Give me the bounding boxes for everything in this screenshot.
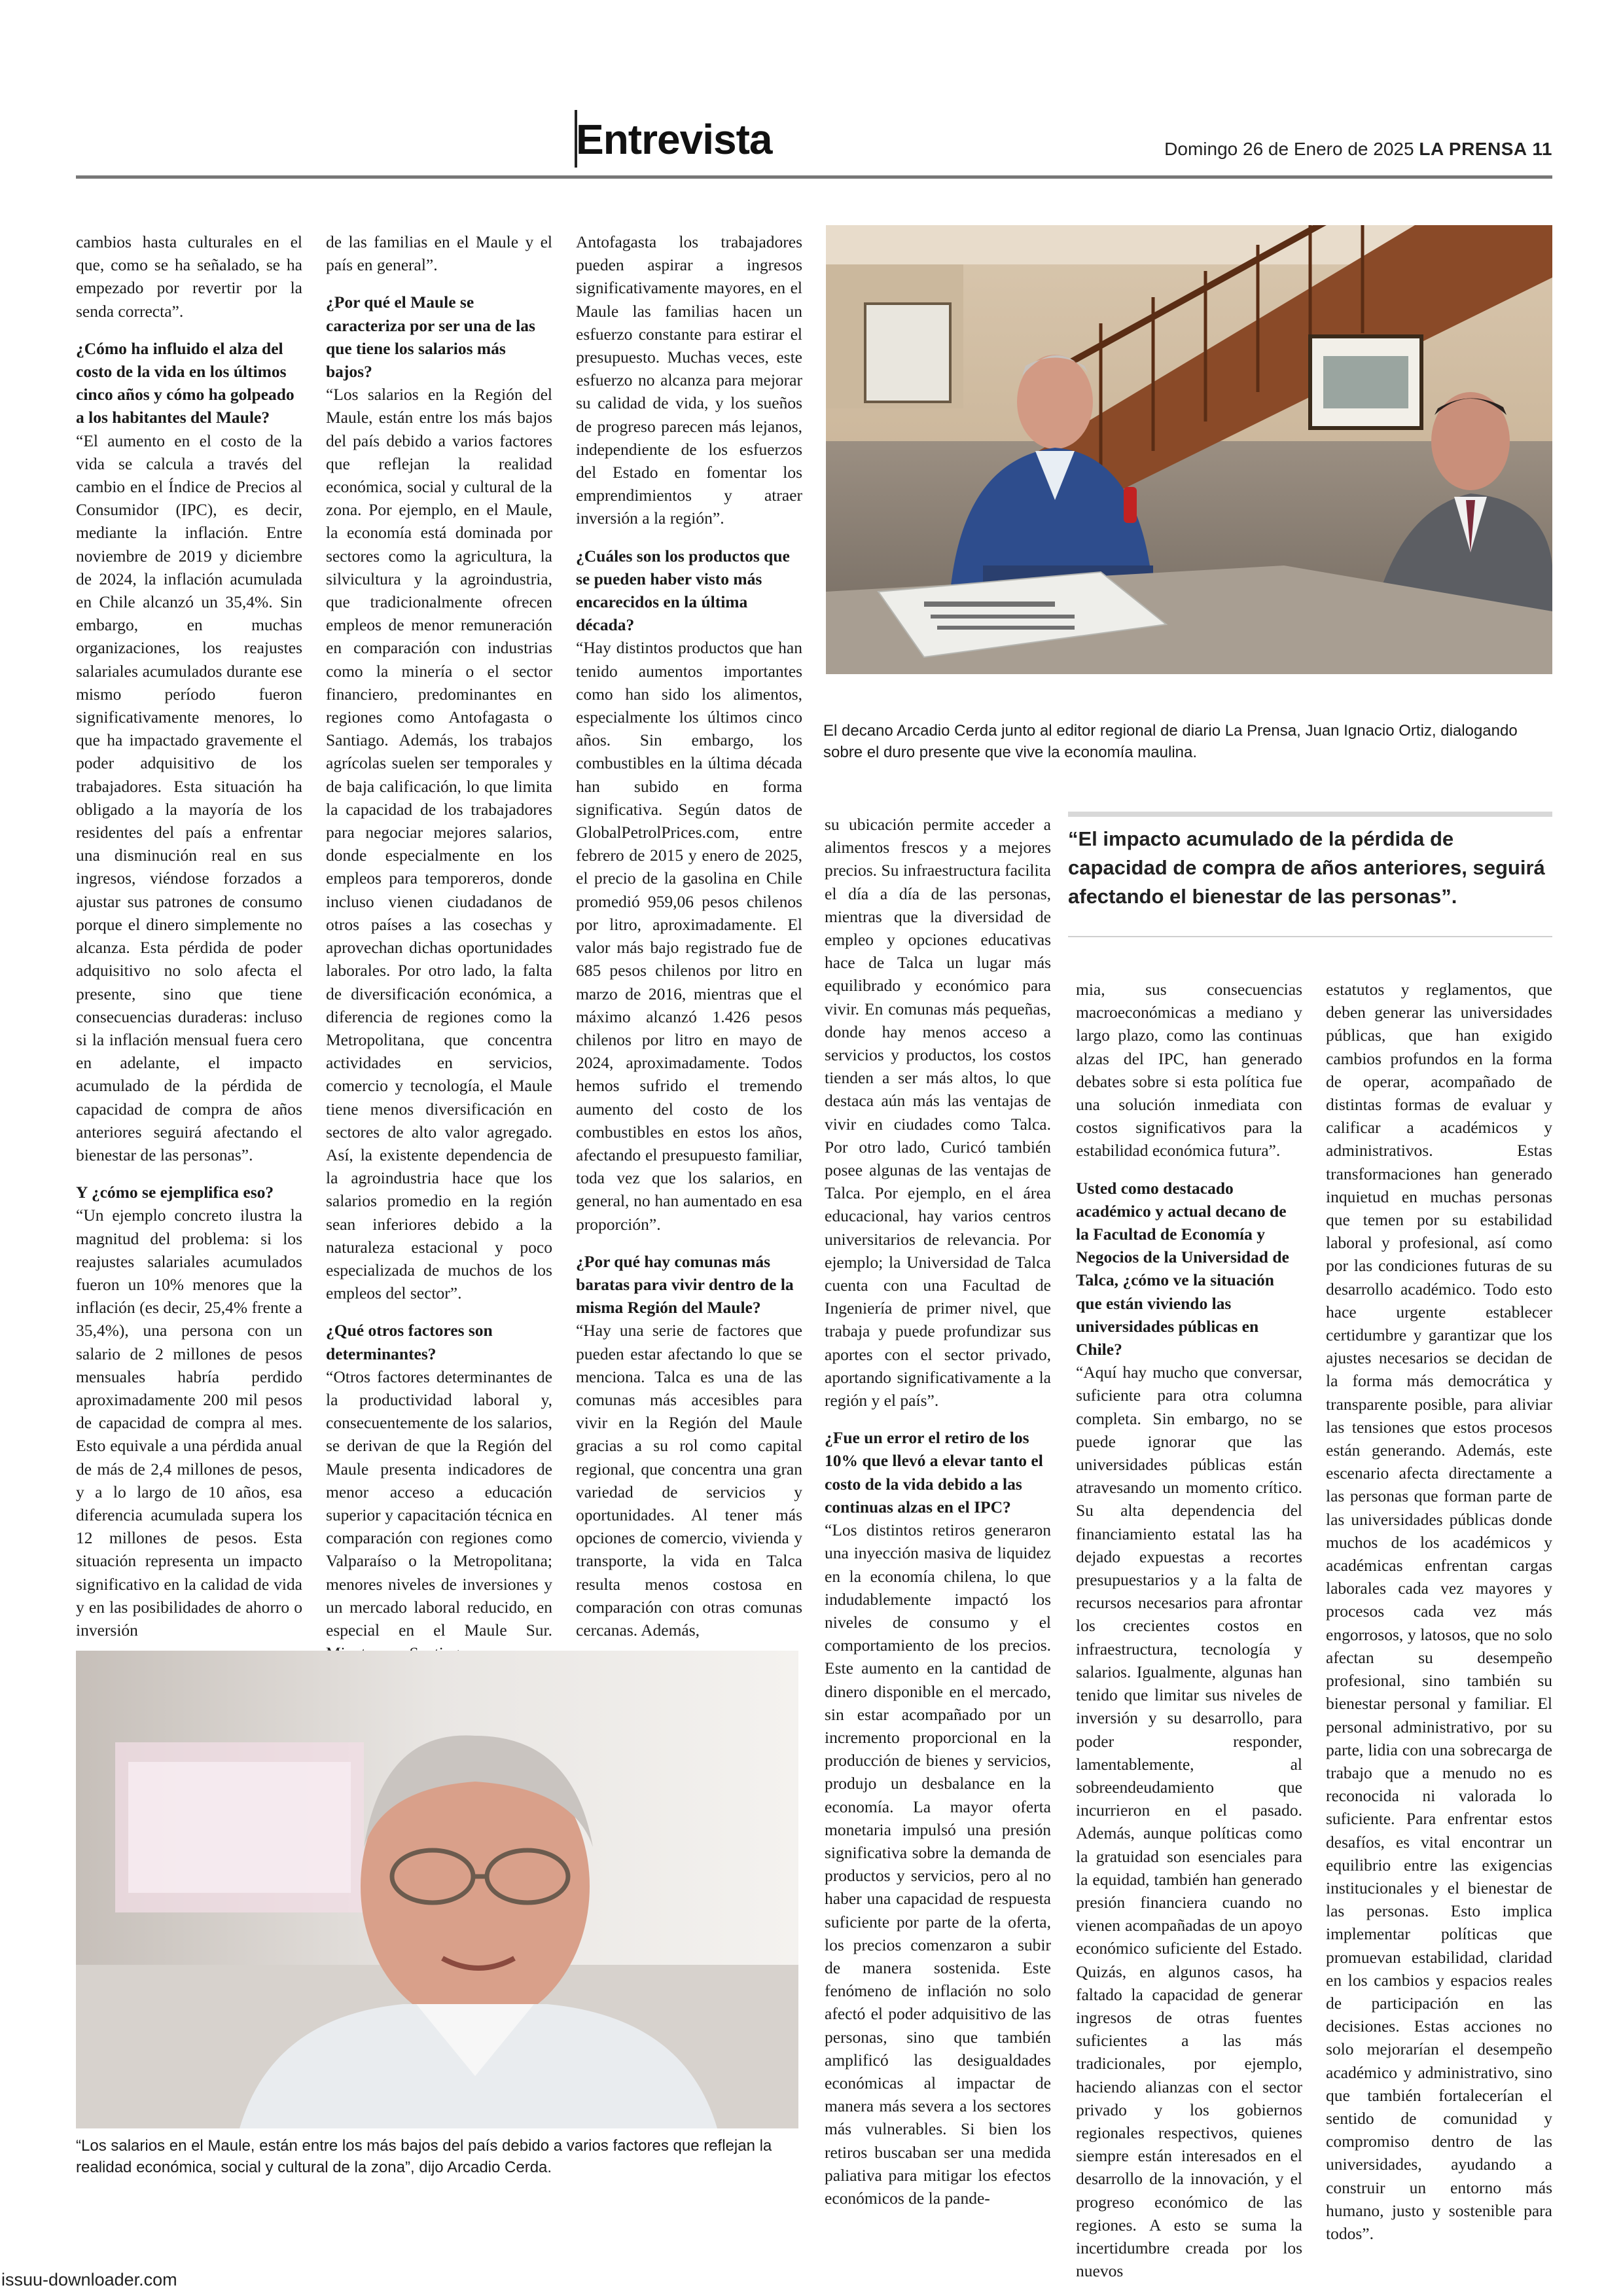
answer-paragraph: “Otros factores determinantes de la productividad laboral y, consecuentemente de los salarios, se derivan de que la Región del Maule presenta indicadores de menor acceso a educación superior y capacitación técnica en comparación con regiones como Valparaíso o la Metropolitana; menores niveles de inversiones y un mercado laboral reducido, en especial en el Maule Sur. xyxy=(326,1367,552,1640)
question-heading: ¿Qué otros factores son determinantes? xyxy=(326,1321,493,1363)
interview-photo xyxy=(826,225,1552,674)
question-heading: Y ¿cómo se ejemplifica eso? xyxy=(76,1183,274,1202)
newspaper-name: LA PRENSA xyxy=(1419,139,1527,159)
answer-paragraph: “Aquí hay mucho que conversar, suficiente para otra columna completa. Sin embargo, no se puede ignorar que las universidades públicas están atravesando un momento crítico. Su alta dependencia del financiamiento estatal las ha dejado expuestas a recortes presupuestarios y a la falta de recursos necesarios para afrontar los crecientes costos en infraestructura, tecnología y salarios. Igualmente, algunas han tenido que limitar sus niveles de inversión y su desarrollo, para poder responder, lamentablemente, al sobreendeudamiento que incurrieron en el pasado. Además, aunque políticas como la gratuidad son esenciales para la equidad, también han generado presión financiera cuando no vienen acompañadas de un apoyo económico suficiente del Estado. Quizás, en algunos casos, ha faltado la capacidad de generar ingresos de otras fuentes suficientes a las más tradicionales, por ejemplo, haciendo alianzas con el sector privado y los gobiernos regionales respectivos, quienes siempre están interesados en el desarrollo de la innovación, y el progreso económico de las regiones. A esto se suma la incertidumbre creada por los nuevos xyxy=(1076,1363,1302,2281)
portrait-photo xyxy=(76,1651,798,2128)
watermark: issuu-downloader.com xyxy=(1,2270,177,2289)
issue-date: Domingo 26 de Enero de 2025 xyxy=(1164,139,1414,159)
portrait-photo-caption: “Los salarios en el Maule, están entre los más bajos del país debido a varios factores que reflejan la realidad económica, social y cultural de la zona”, dijo Arcadio Cerda. xyxy=(76,2137,772,2176)
question-heading: Usted como destacado académico y actual decano de la Facultad de Economía y Negocios de la Universidad de Talca, ¿cómo ve la situación que están viviendo las universidades públicas en Chile? xyxy=(1076,1178,1289,1359)
answer-paragraph: “Un ejemplo concreto ilustra la magnitud del problema: si los reajustes salariales acumulados fueron un 10% menores que la inflación (es decir, 25,4% frente a 35,4%), una persona con un salario de 2 millones de pesos mensuales habría perdido aproximadamente 200 mil pesos de capacidad de compra al mes. Esto equivale a una pérdida anual de más de 2,4 millones de pesos, y a lo largo de 10 años, esa diferencia acumulada supera los 12 millones de pesos. Esta situación representa un impacto significativo en la calidad de vida y en las posibilidades de ahorro o inversión xyxy=(76,1206,302,1640)
section-title: Entrevista xyxy=(576,116,772,163)
question-heading: ¿Fue un error el retiro de los 10% que llevó a elevar tanto el costo de la vida debido a las continuas alzas en el IPC? xyxy=(825,1428,1043,1516)
header-rule xyxy=(76,175,1552,179)
answer-paragraph: mia, sus consecuencias macroeconómicas a mediano y largo plazo, como las continuas alzas del IPC, han generado debates sobre si esta política fue una solución inmediata con costos significativos para la estabilidad económica futura”. xyxy=(1076,980,1302,1160)
answer-paragraph: cambios hasta culturales en el que, como se ha señalado, se ha empezado por revertir por la senda correcta”. xyxy=(76,232,302,321)
article-column-1 xyxy=(76,230,302,1641)
answer-paragraph: Antofagasta los trabajadores pueden aspirar a ingresos significativamente mayores, en el Maule las familias hacen un esfuerzo constante para estirar el presupuesto. Muchas veces, este esfuerzo no alcanza para mejorar su calidad de vida, y los sueños de progreso parecen más lejanos, independiente de los esfuerzos del Estado en fomentar los emprendimientos y atraer inversión a la región”. xyxy=(576,232,802,528)
answer-paragraph: “Los distintos retiros generaron una inyección masiva de liquidez en la economía chilena, lo que indudablemente impactó los niveles de consumo y el comportamiento de los precios. Este aumento en la cantidad de dinero disponible en el mercado, sin estar acompañado por un incremento proporcional en la producción de bienes y servicios, produjo un desbalance en la economía. La mayor oferta monetaria impulsó una presión significativa sobre la demanda de productos y servicios, pero al no haber una capacidad de respuesta suficiente por parte de la oferta, los precios comenzaron a subir de manera sostenida. Este fenómeno de inflación no solo afectó el poder adquisitivo de las personas, sino que también amplificó las desigualdades económicas al impactar de manera más severa a los sectores más vulnerables. Si bien los retiros buscaban ser una medida paliativa para mitigar los efectos económicos de la pande- xyxy=(825,1520,1051,2208)
answer-paragraph: su ubicación permite acceder a alimentos frescos y a mejores precios. Su infraestructura facilita el día a día de las personas, mientras que la diversidad de empleo y opciones educativas hace de Talca un lugar más equilibrado y económico para vivir. En comunas más pequeñas, donde hay menos acceso a servicios y productos, los costos tienden a ser más altos, lo que destaca aún más las ventajas de vivir en ciudades como Talca. Por otro lado, Curicó también posee algunas de las ventajas de Talca. Por ejemplo, en el área educacional, hay varios centros universitarios de relevancia. Por ejemplo; la Universidad de Talca cuenta con una Facultad de Ingeniería de primer nivel, que trabaja y puede profundizar sus aportes con el sector privado, aportando significativamente a la región y el país”. xyxy=(825,815,1051,1410)
article-column-4 xyxy=(825,813,1051,2210)
answer-paragraph: de las familias en el Maule y el país en general”. xyxy=(326,232,552,275)
answer-paragraph: “Los salarios en la Región del Maule, están entre los más bajos del país debido a varios factores que reflejan la realidad económica, social y cultural de la zona. Por ejemplo, en el Maule, la economía está dominada por sectores como la agricultura, la silvicultura y la agroindustria, que tradicionalmente ofrecen empleos de menor remuneración en comparación con industrias como la minería o el sector financiero, predominantes en regiones como Antofagasta o Santiago. Además, los trabajos agrícolas suelen ser temporales y de baja calificación, lo que limita la capacidad de los trabajadores para negociar mejores salarios, donde especialmente en los empleos para temporeros, donde incluso vienen ciudadanos de otros países a las cosechas y aprovechan dichas oportunidades laborales. Por otro lado, la falta de diversificación económica, a diferencia de regiones como la Metropolitana, que concentra actividades en servicios, comercio y tecnología, el Maule tiene menos diversificación en sectores de alto valor agregado. Así, la existente dependencia de la agroindustria hace que los salarios promedio en la región sean inferiores debido a la naturaleza estacional y poco especializada de muchos de los empleos del sector”. xyxy=(326,385,552,1303)
article-column-3 xyxy=(576,230,802,1641)
question-heading: ¿Por qué hay comunas más baratas para vivir dentro de la misma Región del Maule? xyxy=(576,1251,794,1318)
answer-paragraph: estatutos y reglamentos, que deben generar las universidades públicas, que han exigido cambios profundos en la forma de operar, acompañado de distintas formas de evaluar y calificar a académicos y administrativos. Estas transformaciones han generado inquietud en muchas personas que temen por su estabilidad laboral y profesional, así como por las condiciones futuras de su desarrollo académico. Todo esto hace urgente establecer certidumbre y garantizar que los ajustes necesarios se decidan de la forma más democrática y transparente posible, para aliviar las tensiones que estos procesos están generando. Además, este escenario afecta directamente a las personas que forman parte de las universidades públicas donde muchos de los académicos y académicas enfrentan cargas laborales cada vez mayores y procesos cada vez más engorrosos, y latosos, que no solo afectan su desempeño profesional, sino también su bienestar personal y familiar. El personal administrativo, por su parte, lidia con una sobrecarga de trabajo que a menudo no es reconocida ni valorada lo suficiente. Para enfrentar estos desafíos, es vital encontrar un equilibrio entre las exigencias institucionales y el bienestar de las personas. Esto implica implementar políticas que promuevan estabilidad, claridad en los cambios y espacios reales de participación en las decisiones. Estas acciones no solo mejorarían el desempeño académico y administrativo, sino que también fortalecerían el sentido de comunidad y compromiso dentro de las universidades, ayudando a construir un entorno más humano, justo y sostenible para todos”. xyxy=(1326,980,1552,2243)
article-column-2 xyxy=(326,230,552,1664)
question-heading: ¿Cómo ha influido el alza del costo de la vida en los últimos cinco años y cómo ha golpeado a los habitantes del Maule? xyxy=(76,338,294,427)
dateline xyxy=(1164,139,1552,160)
question-heading: ¿Por qué el Maule se caracteriza por ser una de las que tiene los salarios más bajos? xyxy=(326,293,535,382)
pullquote-bar xyxy=(1068,812,1552,817)
pullquote: “El impacto acumulado de la pérdida de capacidad de compra de años anteriores, seguirá afectando el bienestar de las personas”. xyxy=(1068,827,1545,908)
interview-photo-caption: El decano Arcadio Cerda junto al editor regional de diario La Prensa, Juan Ignacio Ortiz, dialogando sobre el duro presente que vive la economía maulina. xyxy=(823,722,1518,761)
article-column-6 xyxy=(1326,978,1552,2245)
page-number: 11 xyxy=(1532,139,1552,159)
question-heading: ¿Cuáles son los productos que se pueden haber visto más encarecidos en la última década? xyxy=(576,546,790,635)
answer-paragraph: “El aumento en el costo de la vida se calcula a través del cambio en el Índice de Precios al Consumidor (IPC), es decir, mediante la inflación. Entre noviembre de 2019 y diciembre de 2024, la inflación acumulada en Chile alcanzó un 35,4%. Sin embargo, en muchas organizaciones, los reajustes salariales acumulados durante ese mismo período fueron significativamente menores, lo que ha impactado gravemente el poder adquisitivo de los trabajadores. Esta situación ha obligado a la mayoría de los residentes del país a enfrentar una disminución real en sus ingresos, viéndose forzados a ajustar sus patrones de consumo porque el dinero simplemente no alcanza. Esta pérdida de poder adquisitivo no solo afecta el presente, sino que tiene consecuencias duraderas: incluso si la inflación mensual fuera cero en adelante, el impacto acumulado de la pérdida de capacidad de compra de años anteriores seguirá afectando el bienestar de las personas”. xyxy=(76,431,302,1164)
answer-paragraph: “Hay una serie de factores que pueden estar afectando lo que se menciona. Talca es una de las comunas más accesibles para vivir en la Región del Maule gracias a su rol como capital regional, que concentra una gran variedad de servicios y oportunidades. Al tener más opciones de comercio, vivienda y transporte, la vida en Talca resulta menos costosa en comparación con otras comunas cercanas. Además, xyxy=(576,1321,802,1640)
answer-paragraph: “Hay distintos productos que han tenido aumentos importantes como han sido los alimentos, especialmente los últimos cinco años. Sin embargo, los combustibles en la última década han subido en forma significativa. Según datos de GlobalPetrolPrices.com, entre febrero de 2015 y enero de 2025, el precio de la gasolina en Chile promedió 959,06 pesos chilenos por litro, aproximadamente. El valor más bajo registrado fue de 685 pesos chilenos por litro en marzo de 2016, mientras que el máximo alcanzó 1.426 pesos chilenos por litro en mayo de 2024, aproximadamente. Todos hemos sufrido el tremendo aumento del costo de los combustibles en estos los años, afectando el presupuesto familiar, toda vez que los salarios, en general, no han aumentado en esa proporción”. xyxy=(576,638,802,1234)
article-column-5 xyxy=(1076,978,1302,2282)
pullquote-rule xyxy=(1068,936,1552,937)
